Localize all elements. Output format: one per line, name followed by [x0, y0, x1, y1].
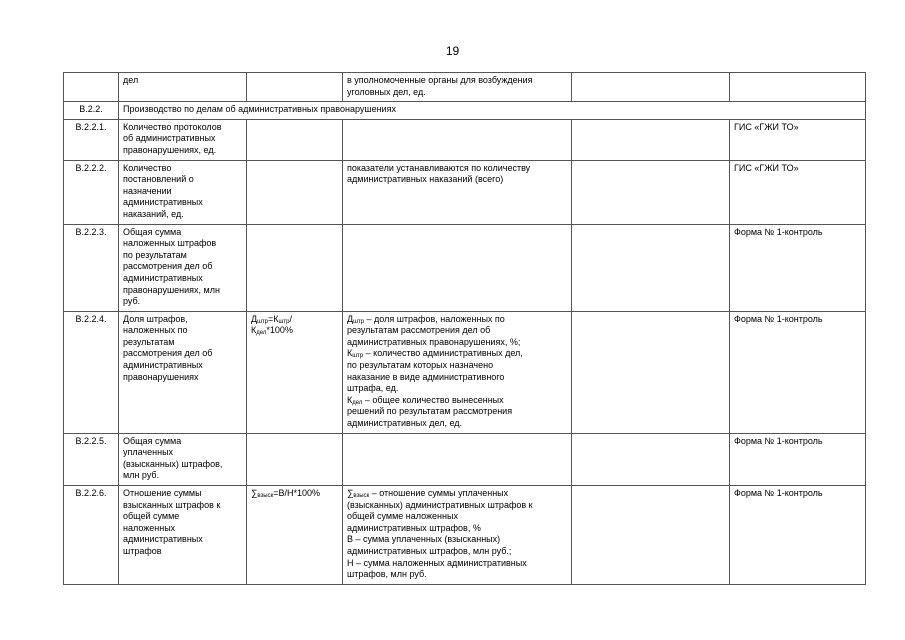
indicator-name-line: уплаченных — [123, 447, 174, 458]
indicator-method-line: $К_{штр}$ – количество административных дел, — [347, 348, 523, 360]
indicator-method-line: административных дел, ед. — [347, 418, 463, 429]
indicator-method-line: В – сумма уплаченных (взысканных) — [347, 534, 501, 545]
indicator-method — [343, 160, 572, 224]
indicator-name — [119, 486, 247, 585]
table-row — [64, 224, 866, 311]
indicator-name-line: общей сумме — [123, 511, 180, 522]
indicator-name — [119, 160, 247, 224]
indicator-name-line: Общая сумма — [123, 226, 182, 237]
indicator-formula — [247, 73, 343, 102]
table-row — [64, 73, 866, 102]
indicator-formula — [247, 433, 343, 485]
indicator-formula-line: $К_{дел}*100\%$ — [251, 325, 293, 337]
indicator-source: Форма № 1-контроль — [730, 486, 866, 585]
indicator-name-line: об административных — [123, 133, 216, 144]
indicator-method-line: административных штрафов, % — [347, 522, 481, 533]
indicator-method — [343, 433, 572, 485]
indicator-name-line: административных — [123, 272, 203, 283]
indicator-method-line: результатам рассмотрения дел об — [347, 325, 491, 336]
indicator-method-line: $Д_{штр}$ – доля штрафов, наложенных по — [347, 313, 505, 325]
indicator-col5 — [572, 486, 730, 585]
indicator-method-line: административных наказаний (всего) — [347, 174, 504, 185]
indicator-source: ГИС «ГЖИ ТО» — [730, 119, 866, 160]
row-code: В.2.2.3. — [64, 224, 119, 311]
indicator-method-line: уголовных дел, ед. — [347, 86, 426, 97]
indicator-formula — [247, 311, 343, 433]
indicator-name-line: взысканных штрафов к — [123, 499, 221, 510]
indicator-method-line: административных правонарушениях, %; — [347, 336, 521, 347]
row-code: В.2.2. — [64, 102, 119, 120]
indicator-name-line: млн руб. — [123, 470, 160, 481]
indicator-method-line: $К_{дел}$ – общее количество вынесенных — [347, 394, 504, 406]
indicator-name-line: рассмотрения дел об — [123, 348, 213, 359]
indicator-method-line: (взысканных) административных штрафов к — [347, 499, 533, 510]
indicator-name-line: наложенных — [123, 522, 176, 533]
indicator-name-line: дел — [123, 75, 139, 85]
indicator-name — [119, 73, 247, 102]
indicator-col5 — [572, 224, 730, 311]
indicator-method-line: в уполномоченные органы для возбуждения — [347, 75, 533, 85]
table-row — [64, 160, 866, 224]
indicator-method-line: показатели устанавливаются по количеству — [347, 162, 531, 173]
table-row — [64, 486, 866, 585]
page-number: 19 — [445, 44, 460, 58]
indicator-name — [119, 433, 247, 485]
indicator-method-line: административных штрафов, млн руб.; — [347, 545, 512, 556]
indicator-source — [730, 73, 866, 102]
indicator-source: Форма № 1-контроль — [730, 433, 866, 485]
indicator-name-line: наложенных по — [123, 325, 188, 336]
indicator-name-line: административных — [123, 360, 203, 371]
indicator-formula-line: $Д_{штр}=К_{штр}/$ — [251, 313, 292, 325]
table-row — [64, 119, 866, 160]
indicator-source: Форма № 1-контроль — [730, 311, 866, 433]
indicator-name-line: назначении — [123, 185, 172, 196]
indicator-name-line: Количество протоколов — [123, 121, 222, 132]
indicator-method-line: наказание в виде административного — [347, 371, 505, 382]
indicator-name-line: (взысканных) штрафов, — [123, 458, 223, 469]
indicator-source: ГИС «ГЖИ ТО» — [730, 160, 866, 224]
indicator-name — [119, 224, 247, 311]
indicator-formula — [247, 486, 343, 585]
indicator-method — [343, 119, 572, 160]
row-code: В.2.2.1. — [64, 119, 119, 160]
row-code: В.2.2.5. — [64, 433, 119, 485]
indicator-name-line: Отношение суммы — [123, 488, 202, 498]
indicator-method-line: по результатам которых назначено — [347, 360, 494, 371]
indicator-name-line: наказаний, ед. — [123, 208, 184, 219]
indicator-name-line: Количество — [123, 162, 172, 173]
indicator-method-line: $\sum_{взыск}$ – отношение суммы уплаченных — [347, 488, 509, 499]
indicator-source: Форма № 1-контроль — [730, 224, 866, 311]
indicator-name-line: правонарушениях, млн — [123, 284, 220, 295]
indicator-method — [343, 486, 572, 585]
indicator-method-line: общей сумме наложенных — [347, 511, 458, 522]
table-row — [64, 102, 866, 120]
row-code: В.2.2.4. — [64, 311, 119, 433]
indicator-name-line: рассмотрения дел об — [123, 261, 213, 272]
indicator-method-line: Н – сумма наложенных административных — [347, 557, 527, 568]
indicators-table — [63, 72, 866, 585]
indicator-col5 — [572, 311, 730, 433]
indicator-name-line: штрафов — [123, 545, 162, 556]
indicator-col5 — [572, 433, 730, 485]
indicator-method-line: штрафов, млн руб. — [347, 569, 427, 580]
indicator-name-line: Доля штрафов, — [123, 313, 188, 324]
indicator-method — [343, 73, 572, 102]
indicator-method-line: штрафа, ед. — [347, 383, 399, 394]
indicator-col5 — [572, 160, 730, 224]
indicator-formula-line: $\sum_{взыск}=В/Н*100\%$ — [251, 488, 321, 499]
indicator-formula — [247, 224, 343, 311]
row-code: В.2.2.6. — [64, 486, 119, 585]
section-title: Производство по делам об административных правонарушениях — [119, 102, 866, 120]
indicator-name-line: правонарушениях, ед. — [123, 144, 217, 155]
indicator-method — [343, 311, 572, 433]
row-code: В.2.2.2. — [64, 160, 119, 224]
indicator-name-line: административных — [123, 534, 203, 545]
indicator-name — [119, 119, 247, 160]
indicator-name-line: Общая сумма — [123, 435, 182, 446]
indicator-name-line: руб. — [123, 296, 141, 307]
indicator-name-line: по результатам — [123, 249, 187, 260]
indicator-name-line: постановлений о — [123, 174, 194, 185]
indicator-method — [343, 224, 572, 311]
indicator-name-line: правонарушениях — [123, 371, 199, 382]
indicator-name-line: результатам — [123, 336, 175, 347]
table-row — [64, 311, 866, 433]
table-body — [64, 73, 866, 585]
indicator-name-line: наложенных штрафов — [123, 238, 217, 249]
indicator-name-line: административных — [123, 197, 203, 208]
indicator-formula — [247, 160, 343, 224]
indicator-formula — [247, 119, 343, 160]
table-row — [64, 433, 866, 485]
indicator-name — [119, 311, 247, 433]
indicator-col5 — [572, 119, 730, 160]
indicator-col5 — [572, 73, 730, 102]
indicator-method-line: решений по результатам рассмотрения — [347, 406, 513, 417]
row-code — [64, 73, 119, 102]
